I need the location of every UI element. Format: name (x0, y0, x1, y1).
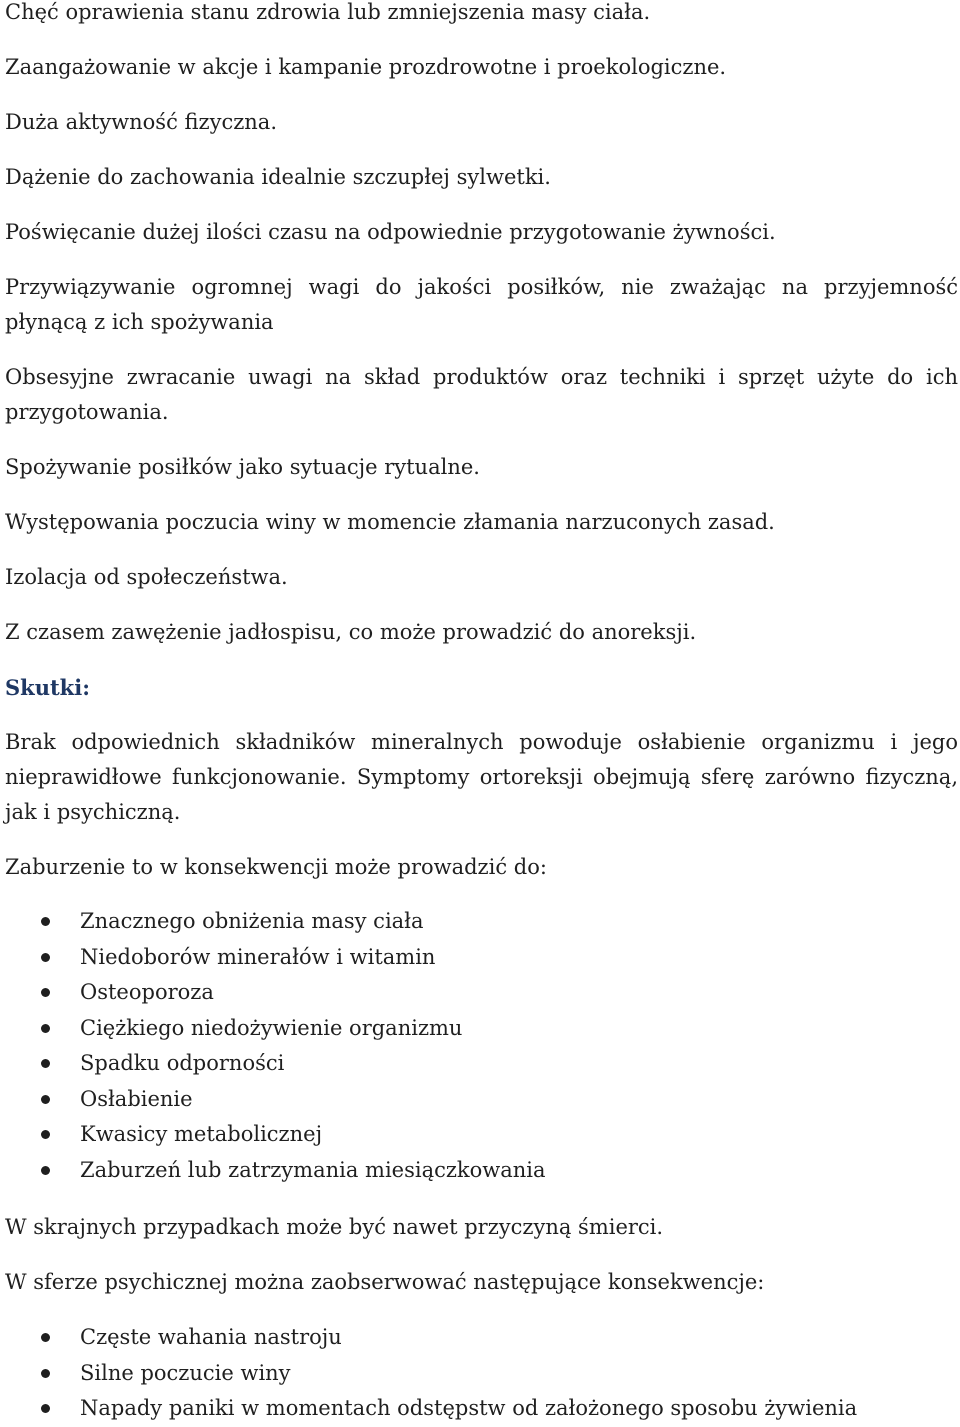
list-intro-psychological: W sferze psychicznej można zaobserwować następujące konsekwencje: (5, 1270, 765, 1294)
paragraph-line: jak i psychiczną. (5, 800, 181, 824)
bullet-icon (41, 988, 50, 997)
paragraph-line: płynącą z ich spożywania (5, 310, 274, 334)
text-line: Poświęcanie dużej ilości czasu na odpowiednie przygotowanie żywności. (5, 220, 776, 244)
bullet-icon (41, 1369, 50, 1378)
bullet-icon (41, 1166, 50, 1175)
list-item: Zaburzeń lub zatrzymania miesiączkowania (0, 1153, 960, 1189)
paragraph-line: przygotowania. (5, 400, 169, 424)
text-line: Zaangażowanie w akcje i kampanie prozdrowotne i proekologiczne. (5, 55, 727, 79)
paragraph-line: Przywiązywanie ogromnej wagi do jakości posiłków, nie zważając na przyjemność (5, 275, 958, 299)
list-intro-consequences: Zaburzenie to w konsekwencji może prowadzić do: (5, 855, 547, 879)
bullet-icon (41, 917, 50, 926)
paragraph-line: Brak odpowiednich składników mineralnych powoduje osłabienie organizmu i jego (5, 730, 958, 754)
psychological-consequences-list (0, 1320, 960, 1427)
bullet-icon (41, 1333, 50, 1342)
list-item: Osłabienie (0, 1082, 960, 1118)
paragraph-meal-quality (5, 270, 958, 340)
list-item: Silne poczucie winy (0, 1356, 960, 1392)
list-item: Spadku odporności (0, 1046, 960, 1082)
paragraph-line: Obsesyjne zwracanie uwagi na skład produktów oraz techniki i sprzęt użyte do ich (5, 365, 958, 389)
list-item: Znacznego obniżenia masy ciała (0, 904, 960, 940)
bullet-icon (41, 1095, 50, 1104)
text-line: Duża aktywność fizyczna. (5, 110, 278, 134)
paragraph-effects (5, 725, 958, 830)
text-line: Izolacja od społeczeństwa. (5, 565, 288, 589)
list-item: Napady paniki w momentach odstępstw od założonego sposobu żywienia (0, 1391, 960, 1427)
text-line: Spożywanie posiłków jako sytuacje rytualne. (5, 455, 480, 479)
text-line: Dążenie do zachowania idealnie szczupłej sylwetki. (5, 165, 551, 189)
text-line: Występowania poczucia winy w momencie złamania narzuconych zasad. (5, 510, 775, 534)
text-line: Chęć oprawienia stanu zdrowia lub zmniejszenia masy ciała. (5, 0, 651, 24)
list-item: Niedoborów minerałów i witamin (0, 940, 960, 976)
list-item: Osteoporoza (0, 975, 960, 1011)
list-item: Częste wahania nastroju (0, 1320, 960, 1356)
text-line: Z czasem zawężenie jadłospisu, co może prowadzić do anoreksji. (5, 620, 697, 644)
bullet-icon (41, 1404, 50, 1413)
paragraph-obsessive-attention (5, 360, 958, 430)
section-heading-effects: Skutki: (5, 675, 90, 700)
bullet-icon (41, 953, 50, 962)
bullet-icon (41, 1059, 50, 1068)
list-item: Kwasicy metabolicznej (0, 1117, 960, 1153)
physical-consequences-list (0, 904, 960, 1188)
bullet-icon (41, 1130, 50, 1139)
list-item: Ciężkiego niedożywienie organizmu (0, 1011, 960, 1047)
bullet-icon (41, 1024, 50, 1033)
text-extreme-cases: W skrajnych przypadkach może być nawet przyczyną śmierci. (5, 1215, 664, 1239)
paragraph-line: nieprawidłowe funkcjonowanie. Symptomy ortoreksji obejmują sferę zarówno fizyczną, (5, 765, 958, 789)
